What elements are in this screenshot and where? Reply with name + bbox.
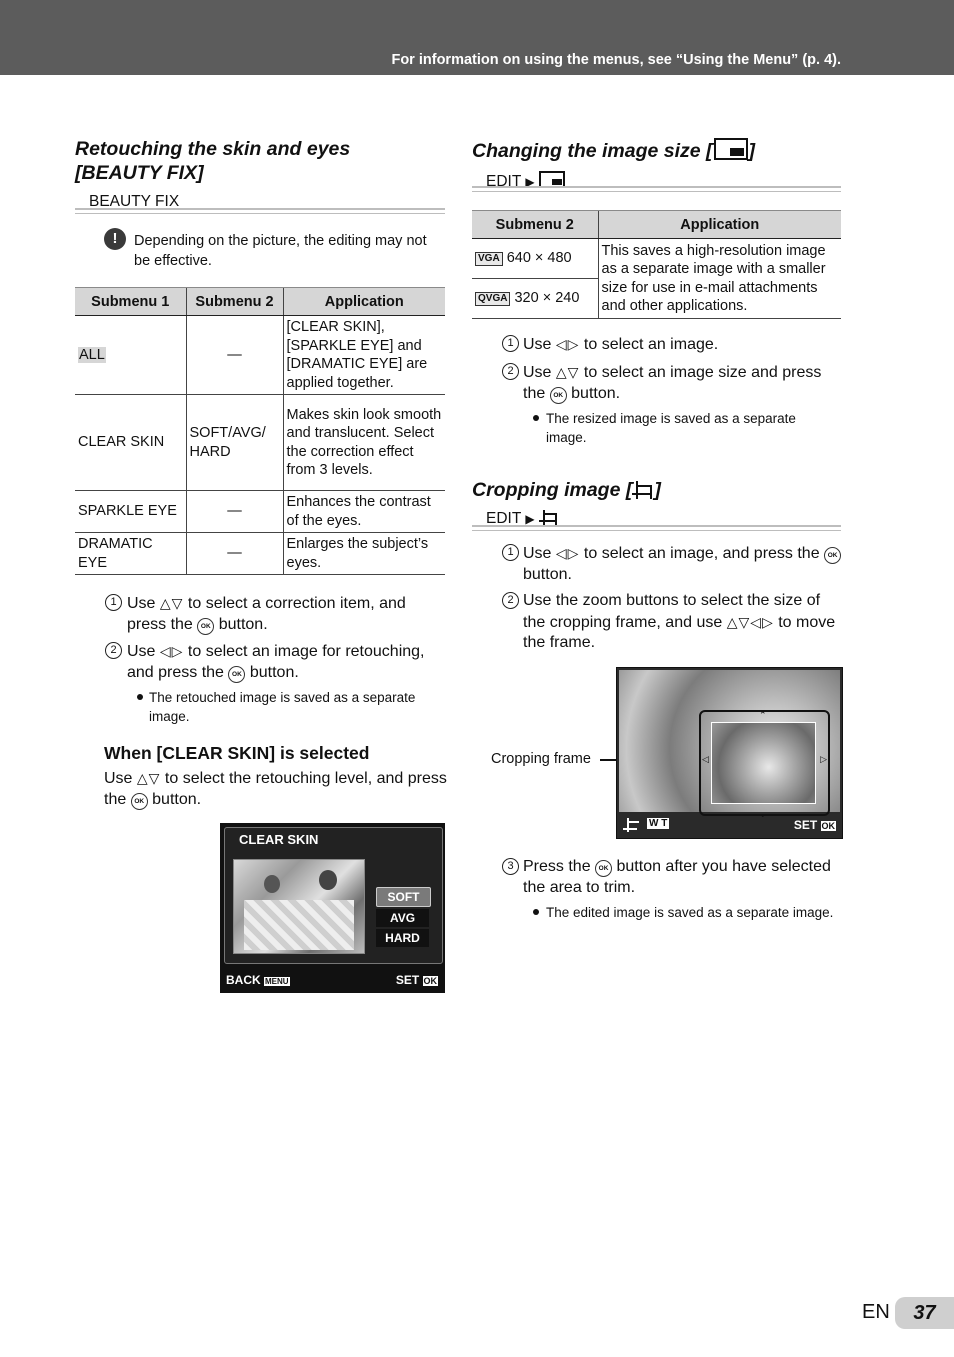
table-cell: QVGA 320 × 240 <box>472 279 598 319</box>
step-number-icon: 3 <box>502 858 519 875</box>
resize-step-2-text: Use △▽ to select an image size and press the OK button. <box>523 364 822 402</box>
beauty-table <box>75 287 445 575</box>
set-label: SET OK <box>395 973 437 987</box>
divider <box>472 186 841 188</box>
caution-text: Depending on the picture, the editing may not be effective. <box>134 233 427 269</box>
resize-title: Changing the image size [ ] <box>472 140 756 162</box>
updown-arrows-icon: △▽ <box>159 595 184 611</box>
arrow-right-icon: ▶ <box>525 512 535 526</box>
bullet-icon <box>137 694 143 700</box>
table-cell: This saves a high-resolution image as a separate image with a smaller size for use in e-mail attachments and other applications. <box>598 239 841 319</box>
step-number-icon: 1 <box>502 335 519 352</box>
crop-screen <box>616 667 843 839</box>
table-header: Submenu 2 <box>186 288 283 316</box>
back-label: BACK MENU <box>226 973 289 987</box>
crop-icon <box>539 510 559 525</box>
table-header: Application <box>598 211 841 239</box>
beauty-step-2-num <box>105 641 122 659</box>
qvga-icon: QVGA <box>475 292 510 306</box>
divider <box>75 213 445 214</box>
divider <box>472 530 841 531</box>
table-header: Submenu 1 <box>75 288 186 316</box>
ok-key-icon: OK <box>423 976 437 986</box>
screen-title: CLEAR SKIN <box>239 832 319 847</box>
page-number: 37 <box>895 1297 954 1329</box>
leftright-arrows-icon: ◁▷ <box>159 643 184 659</box>
ok-button-icon: OK <box>131 793 148 810</box>
crop-menu-path: EDIT ▶ <box>486 510 559 528</box>
resize-step-1-text: Use ◁▷ to select an image. <box>523 336 719 353</box>
ok-button-icon: OK <box>197 618 214 635</box>
language-label: EN <box>862 1301 890 1323</box>
crop-icon <box>632 481 654 499</box>
table-cell: ALL <box>79 346 105 363</box>
beauty-title-line1: Retouching the skin and eyes <box>75 138 351 160</box>
arrow-left-icon: ◁ <box>702 754 709 764</box>
option-avg[interactable]: AVG <box>376 909 429 927</box>
leftright-arrows-icon: ◁▷ <box>555 336 580 352</box>
cropping-frame[interactable] <box>699 710 830 819</box>
table-cell: DRAMATIC EYE <box>75 533 186 575</box>
bullet-icon <box>533 415 539 421</box>
arrow-right-icon: ▷ <box>820 754 827 764</box>
table-cell: — <box>186 491 283 533</box>
crop-preview <box>711 722 816 804</box>
table-row <box>75 395 445 491</box>
four-way-arrows-icon: △▽◁▷ <box>726 613 774 630</box>
step-number-icon: 1 <box>502 544 519 561</box>
table-cell: Makes skin look smooth and translucent. Select the correction effect from 3 levels. <box>283 395 445 491</box>
option-soft[interactable]: SOFT <box>376 887 431 907</box>
resize-table <box>472 210 841 319</box>
divider <box>472 525 841 527</box>
resize-step-2-num <box>502 362 519 380</box>
table-header: Application <box>283 288 445 316</box>
cropping-frame-label: Cropping frame <box>491 751 591 767</box>
leftright-arrows-icon: ◁▷ <box>555 545 580 561</box>
ok-button-icon: OK <box>595 860 612 877</box>
resize-note: The resized image is saved as a separate image. <box>546 411 796 445</box>
updown-arrows-icon: △▽ <box>555 364 580 380</box>
crop-icon <box>623 818 639 832</box>
menu-key-icon: MENU <box>265 977 289 986</box>
crop-step-2-text: Use the zoom buttons to select the size of the cropping frame, and use △▽◁▷ to move the frame. <box>523 592 836 651</box>
set-label: SET OK <box>793 818 835 832</box>
header-note: For information on using the menus, see “Using the Menu” (p. 4). <box>391 52 841 68</box>
table-row <box>75 316 445 395</box>
table-cell: Enlarges the subject’s eyes. <box>283 533 445 575</box>
resize-step-1-num <box>502 334 519 352</box>
table-cell: CLEAR SKIN <box>75 395 186 491</box>
clear-skin-heading: When [CLEAR SKIN] is selected <box>104 743 370 763</box>
crop-step-1-num <box>502 543 519 561</box>
crop-step-1-text: Use ◁▷ to select an image, and press the OK button. <box>523 543 843 585</box>
bullet-icon <box>533 909 539 915</box>
vga-icon: VGA <box>475 252 503 266</box>
step-number-icon: 1 <box>105 594 122 611</box>
ok-key-icon: OK <box>821 821 835 831</box>
table-row <box>75 533 445 575</box>
step-number-icon: 2 <box>502 592 519 609</box>
table-row <box>75 491 445 533</box>
crop-step-2-num <box>502 591 519 609</box>
caution-icon: ! <box>104 228 126 250</box>
ok-button-icon: OK <box>550 387 567 404</box>
table-cell: — <box>186 533 283 575</box>
table-header: Submenu 2 <box>472 211 598 239</box>
table-cell: [CLEAR SKIN], [SPARKLE EYE] and [DRAMATIC EYE] are applied together. <box>283 316 445 395</box>
table-cell: VGA 640 × 480 <box>472 239 598 279</box>
beauty-menu-path: BEAUTY FIX <box>89 193 180 210</box>
divider <box>472 191 841 192</box>
table-cell: SPARKLE EYE <box>75 491 186 533</box>
beauty-step-1-text: Use △▽ to select a correction item, and press the OK button. <box>127 595 406 633</box>
step-number-icon: 2 <box>502 363 519 380</box>
updown-arrows-icon: △▽ <box>136 770 161 786</box>
step-number-icon: 2 <box>105 642 122 659</box>
arrow-up-icon: ⌃ <box>759 710 767 720</box>
arrow-down-icon: ⌄ <box>759 809 767 819</box>
header-bar <box>0 0 954 75</box>
ok-button-icon: OK <box>228 666 245 683</box>
ok-button-icon: OK <box>824 547 841 564</box>
clear-skin-screen <box>220 823 445 993</box>
clear-skin-text: Use △▽ to select the retouching level, and press the OK button. <box>104 770 447 808</box>
beauty-step-2-text: Use ◁▷ to select an image for retouching, and press the OK button. <box>127 643 425 681</box>
divider <box>75 208 445 210</box>
arrow-right-icon: ▶ <box>525 175 535 189</box>
beauty-title <box>75 137 445 185</box>
photo-thumbnail <box>233 859 365 954</box>
resize-icon <box>714 138 748 160</box>
crop-step-3-text: Press the OK button after you have selected the area to trim. <box>523 858 831 896</box>
crop-note: The edited image is saved as a separate image. <box>546 905 834 920</box>
beauty-note: The retouched image is saved as a separate image. <box>149 690 416 724</box>
table-cell: SOFT/AVG/ HARD <box>186 395 283 491</box>
crop-title: Cropping image [ ] <box>472 479 661 501</box>
zoom-wt-icon: W T <box>649 818 668 829</box>
resize-menu-path: EDIT ▶ <box>486 171 565 191</box>
table-cell: — <box>186 316 283 395</box>
option-hard[interactable]: HARD <box>376 929 429 947</box>
table-row <box>472 239 841 279</box>
beauty-title-line2: [BEAUTY FIX] <box>75 162 204 184</box>
crop-step-3-num <box>502 857 519 875</box>
table-cell: Enhances the contrast of the eyes. <box>283 491 445 533</box>
